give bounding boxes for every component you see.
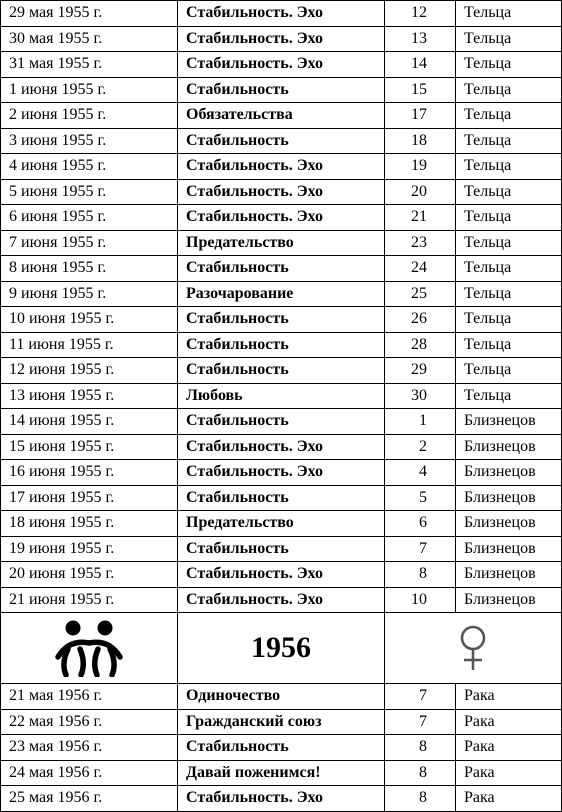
table-row: [1, 281, 562, 307]
sign-cell: Тельца: [456, 383, 562, 409]
number-cell: 28: [385, 332, 456, 358]
date-cell: 15 июня 1955 г.: [1, 434, 178, 460]
number-cell: 6: [385, 511, 456, 537]
result-cell: Стабильность. Эхо: [178, 434, 385, 460]
table-row: [1, 256, 562, 282]
table-row: [1, 760, 562, 786]
result-cell: Разочарование: [178, 281, 385, 307]
sign-cell: Тельца: [456, 256, 562, 282]
table-row: [1, 205, 562, 231]
sign-cell: Тельца: [456, 128, 562, 154]
date-cell: 2 июня 1955 г.: [1, 103, 178, 129]
date-cell: 30 мая 1955 г.: [1, 26, 178, 52]
table-row: [1, 52, 562, 78]
gemini-twins-icon: [55, 619, 123, 677]
table-row: [1, 332, 562, 358]
date-cell: 5 июня 1955 г.: [1, 179, 178, 205]
number-cell: 1: [385, 409, 456, 435]
result-cell: Стабильность: [178, 485, 385, 511]
table-body-1956: [1, 684, 562, 812]
result-cell: Стабильность: [178, 536, 385, 562]
number-cell: 30: [385, 383, 456, 409]
result-cell: Стабильность. Эхо: [178, 1, 385, 27]
date-cell: 4 июня 1955 г.: [1, 154, 178, 180]
date-cell: 25 мая 1956 г.: [1, 786, 178, 812]
result-cell: Стабильность: [178, 128, 385, 154]
sign-cell: Близнецов: [456, 485, 562, 511]
sign-cell: Близнецов: [456, 460, 562, 486]
table-row: [1, 358, 562, 384]
result-cell: Стабильность: [178, 358, 385, 384]
table-row: [1, 735, 562, 761]
date-cell: 10 июня 1955 г.: [1, 307, 178, 333]
number-cell: 13: [385, 26, 456, 52]
table-row: [1, 1, 562, 27]
number-cell: 8: [385, 760, 456, 786]
date-cell: 6 июня 1955 г.: [1, 205, 178, 231]
sign-cell: Рака: [456, 735, 562, 761]
date-cell: 3 июня 1955 г.: [1, 128, 178, 154]
result-cell: Стабильность: [178, 409, 385, 435]
table-row: [1, 562, 562, 588]
number-cell: 7: [385, 684, 456, 710]
year-right-icon-cell: [385, 613, 562, 684]
sign-cell: Тельца: [456, 307, 562, 333]
sign-cell: Тельца: [456, 1, 562, 27]
date-cell: 9 июня 1955 г.: [1, 281, 178, 307]
table-row: [1, 409, 562, 435]
sign-cell: Тельца: [456, 205, 562, 231]
sign-cell: Тельца: [456, 77, 562, 103]
result-cell: Давай поженимся!: [178, 760, 385, 786]
table-row: [1, 536, 562, 562]
date-cell: 22 мая 1956 г.: [1, 709, 178, 735]
result-cell: Стабильность. Эхо: [178, 460, 385, 486]
table-row: [1, 684, 562, 710]
result-cell: Предательство: [178, 511, 385, 537]
number-cell: 19: [385, 154, 456, 180]
table-row: [1, 786, 562, 812]
sign-cell: Тельца: [456, 332, 562, 358]
table-row: [1, 179, 562, 205]
result-cell: Стабильность: [178, 256, 385, 282]
sign-cell: Рака: [456, 786, 562, 812]
date-cell: 8 июня 1955 г.: [1, 256, 178, 282]
sign-cell: Тельца: [456, 52, 562, 78]
sign-cell: Рака: [456, 709, 562, 735]
sign-cell: Близнецов: [456, 562, 562, 588]
sign-cell: Близнецов: [456, 409, 562, 435]
table-row: [1, 230, 562, 256]
table-row: [1, 307, 562, 333]
result-cell: Стабильность. Эхо: [178, 587, 385, 613]
result-cell: Стабильность: [178, 735, 385, 761]
number-cell: 23: [385, 230, 456, 256]
number-cell: 25: [385, 281, 456, 307]
number-cell: 29: [385, 358, 456, 384]
sign-cell: Тельца: [456, 154, 562, 180]
venus-symbol-icon: [456, 624, 490, 672]
number-cell: 17: [385, 103, 456, 129]
result-cell: Гражданский союз: [178, 709, 385, 735]
date-cell: 11 июня 1955 г.: [1, 332, 178, 358]
sign-cell: Рака: [456, 760, 562, 786]
year-header-row: [1, 613, 562, 684]
date-cell: 23 мая 1956 г.: [1, 735, 178, 761]
date-cell: 19 июня 1955 г.: [1, 536, 178, 562]
number-cell: 10: [385, 587, 456, 613]
sign-cell: Тельца: [456, 179, 562, 205]
result-cell: Стабильность: [178, 307, 385, 333]
table-row: [1, 26, 562, 52]
sign-cell: Рака: [456, 684, 562, 710]
result-cell: Стабильность. Эхо: [178, 179, 385, 205]
number-cell: 4: [385, 460, 456, 486]
date-cell: 18 июня 1955 г.: [1, 511, 178, 537]
date-cell: 16 июня 1955 г.: [1, 460, 178, 486]
number-cell: 2: [385, 434, 456, 460]
number-cell: 5: [385, 485, 456, 511]
date-cell: 21 июня 1955 г.: [1, 587, 178, 613]
sign-cell: Тельца: [456, 103, 562, 129]
date-cell: 7 июня 1955 г.: [1, 230, 178, 256]
sign-cell: Тельца: [456, 281, 562, 307]
table-row: [1, 383, 562, 409]
number-cell: 24: [385, 256, 456, 282]
result-cell: Стабильность. Эхо: [178, 52, 385, 78]
number-cell: 7: [385, 709, 456, 735]
table-row: [1, 103, 562, 129]
number-cell: 14: [385, 52, 456, 78]
number-cell: 12: [385, 1, 456, 27]
number-cell: 8: [385, 735, 456, 761]
result-cell: Стабильность. Эхо: [178, 205, 385, 231]
result-cell: Обязательства: [178, 103, 385, 129]
result-cell: Стабильность. Эхо: [178, 154, 385, 180]
year-label: 1956: [251, 631, 311, 664]
date-cell: 1 июня 1955 г.: [1, 77, 178, 103]
date-cell: 12 июня 1955 г.: [1, 358, 178, 384]
result-cell: Стабильность. Эхо: [178, 26, 385, 52]
number-cell: 8: [385, 562, 456, 588]
number-cell: 26: [385, 307, 456, 333]
date-cell: 21 мая 1956 г.: [1, 684, 178, 710]
number-cell: 15: [385, 77, 456, 103]
sign-cell: Близнецов: [456, 511, 562, 537]
result-cell: Стабильность. Эхо: [178, 562, 385, 588]
number-cell: 7: [385, 536, 456, 562]
date-cell: 24 мая 1956 г.: [1, 760, 178, 786]
sign-cell: Тельца: [456, 358, 562, 384]
table-row: [1, 434, 562, 460]
table-row: [1, 511, 562, 537]
year-header-section: [1, 613, 562, 684]
date-cell: 13 июня 1955 г.: [1, 383, 178, 409]
date-cell: 31 мая 1955 г.: [1, 52, 178, 78]
sign-cell: Близнецов: [456, 434, 562, 460]
date-cell: 17 июня 1955 г.: [1, 485, 178, 511]
number-cell: 8: [385, 786, 456, 812]
date-cell: 20 июня 1955 г.: [1, 562, 178, 588]
sign-cell: Тельца: [456, 230, 562, 256]
number-cell: 18: [385, 128, 456, 154]
table-row: [1, 128, 562, 154]
result-cell: Предательство: [178, 230, 385, 256]
table-row: [1, 460, 562, 486]
date-cell: 29 мая 1955 г.: [1, 1, 178, 27]
year-left-icon-cell: [1, 613, 178, 684]
table-row: [1, 587, 562, 613]
table-body-1955: [1, 1, 562, 613]
sign-cell: Близнецов: [456, 536, 562, 562]
table-row: [1, 77, 562, 103]
sign-cell: Близнецов: [456, 587, 562, 613]
result-cell: Любовь: [178, 383, 385, 409]
number-cell: 21: [385, 205, 456, 231]
year-label-cell: [178, 613, 385, 684]
table-row: [1, 709, 562, 735]
date-cell: 14 июня 1955 г.: [1, 409, 178, 435]
result-cell: Стабильность. Эхо: [178, 786, 385, 812]
sign-cell: Тельца: [456, 26, 562, 52]
number-cell: 20: [385, 179, 456, 205]
result-cell: Одиночество: [178, 684, 385, 710]
result-cell: Стабильность: [178, 77, 385, 103]
table-row: [1, 485, 562, 511]
table-row: [1, 154, 562, 180]
result-cell: Стабильность: [178, 332, 385, 358]
